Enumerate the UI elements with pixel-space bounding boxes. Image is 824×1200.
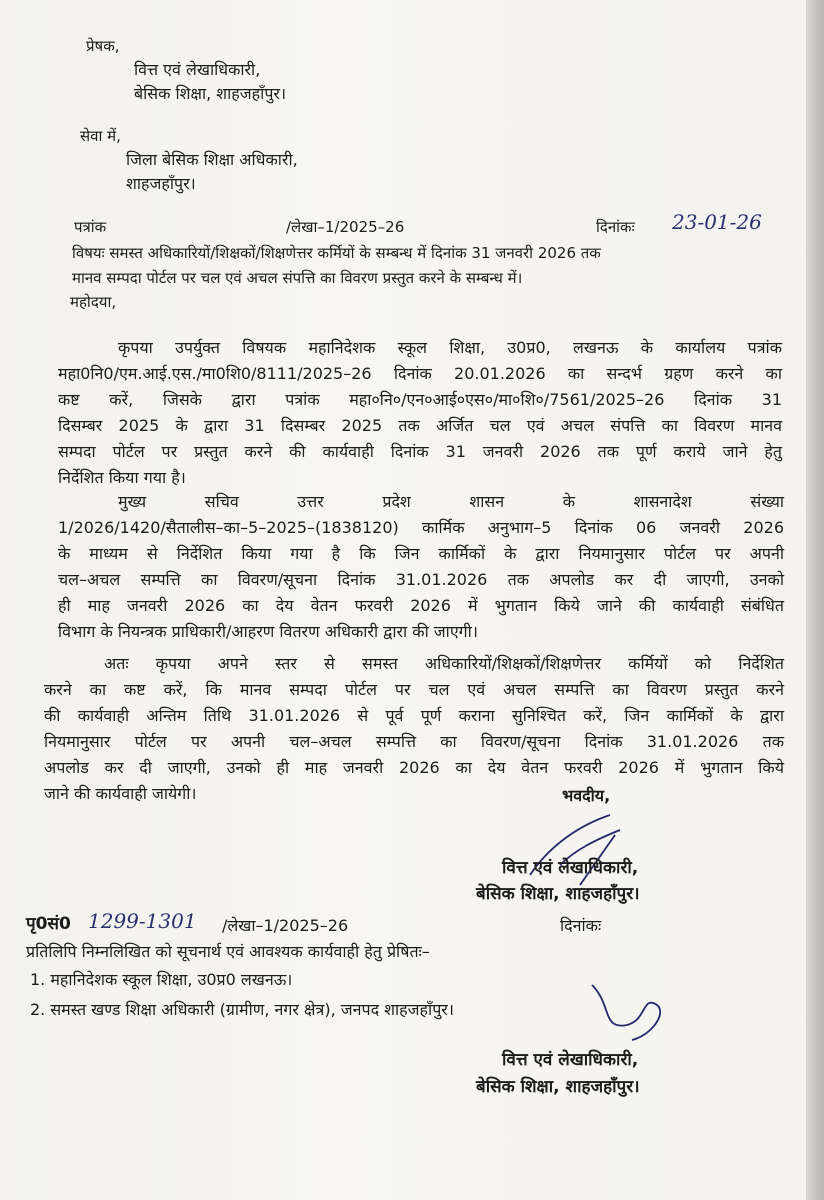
endorsement-date-label: दिनांकः [560, 916, 602, 935]
para1-line5: सम्पदा पोर्टल पर प्रस्तुत करने की कार्यवाही दिनांक 31 जनवरी 2026 तक पूर्ण कराये जाने हेतु [58, 442, 782, 461]
para2-line4: चल–अचल सम्पत्ति का विवरण/सूचना दिनांक 31.01.2026 तक अपलोड कर दी जाएगी, उनको [58, 570, 784, 589]
para2-line6: विभाग के नियन्त्रक प्राधिकारी/आहरण वितरण अधिकारी द्वारा की जाएगी। [58, 622, 478, 641]
para2-line2: 1/2026/1420/सैतालीस–का–5–2025–(1838120) कार्मिक अनुभाग–5 दिनांक 06 जनवरी 2026 [58, 518, 784, 537]
endorsement-label: पृ0सं0 [26, 914, 71, 934]
sender-line2: बेसिक शिक्षा, शाहजहाँपुर। [134, 84, 287, 103]
sender-line1: वित्त एवं लेखाधिकारी, [134, 60, 261, 79]
patrank-label: पत्रांक [74, 218, 107, 236]
para1-line2: महा0नि0/एम.आई.एस./मा0शि0/8111/2025–26 दिनांक 20.01.2026 का सन्दर्भ ग्रहण करने का [58, 364, 782, 383]
copy-intro: प्रतिलिपि निम्नलिखित को सूचनार्थ एवं आवश्यक कार्यवाही हेतु प्रेषितः– [26, 942, 430, 961]
para1-line4: दिसम्बर 2025 के द्वारा 31 दिसम्बर 2025 तक अर्जित चल एवं अचल संपत्ति का विवरण मानव [58, 416, 782, 435]
date-label: दिनांकः [596, 218, 635, 236]
recipient-label: सेवा में, [80, 127, 121, 145]
recipient-line2: शाहजहाँपुर। [126, 174, 196, 193]
endorsement-number: 1299-1301 [88, 909, 197, 933]
para3-line5: अपलोड कर दी जाएगी, उनको ही माह जनवरी 2026 का देय वेतन फरवरी 2026 में भुगतान किये [44, 758, 784, 777]
signature-scribble-2 [572, 975, 682, 1055]
closing: भवदीय, [562, 786, 611, 805]
signature1-line2: बेसिक शिक्षा, शाहजहाँपुर। [476, 884, 640, 904]
subject-line1: विषयः समस्त अधिकारियों/शिक्षकों/शिक्षणेत्तर कर्मियों के सम्बन्ध में दिनांक 31 जनवरी 2026 तक [72, 244, 601, 262]
sender-label: प्रेषक, [86, 37, 120, 55]
para2-line1: मुख्य सचिव उत्तर प्रदेश शासन के शासनादेश संख्या [118, 492, 784, 511]
subject-line2: मानव सम्पदा पोर्टल पर चल एवं अचल संपत्ति का विवरण प्रस्तुत करने के सम्बन्ध में। [72, 269, 523, 287]
para3-line3: की कार्यवाही अन्तिम तिथि 31.01.2026 से पूर्व पूर्ण कराना सुनिश्चित करें, जिन कार्मिकों के द्वारा [44, 706, 784, 725]
signature-scribble-1 [520, 805, 660, 895]
para3-line2: करने का कष्ट करें, कि मानव सम्पदा पोर्टल पर चल एवं अचल सम्पत्ति का विवरण प्रस्तुत करने [44, 680, 784, 699]
copy-item-2: 2. समस्त खण्ड शिक्षा अधिकारी (ग्रामीण, नगर क्षेत्र), जनपद शाहजहाँपुर। [30, 1000, 454, 1019]
copy-item-1: 1. महानिदेशक स्कूल शिक्षा, उ0प्र0 लखनऊ। [30, 970, 293, 989]
signature2-line1: वित्त एवं लेखाधिकारी, [502, 1050, 639, 1070]
recipient-line1: जिला बेसिक शिक्षा अधिकारी, [126, 150, 298, 169]
patrank-value: /लेखा–1/2025–26 [286, 218, 405, 236]
para2-line5: ही माह जनवरी 2026 का देय वेतन फरवरी 2026 में भुगतान किये जाने की कार्यवाही संबंधित [58, 596, 784, 615]
page-edge-shadow [806, 0, 824, 1200]
para3-line1: अतः कृपया अपने स्तर से समस्त अधिकारियों/शिक्षकों/शिक्षणेत्तर कर्मियों को निर्देशित [104, 654, 784, 673]
para1-line3: कष्ट करें, जिसके द्वारा पत्रांक महा०नि०/एन०आई०एस०/मा०शि०/7561/2025–26 दिनांक 31 [58, 390, 782, 409]
para3-line6: जाने की कार्यवाही जायेगी। [44, 784, 197, 803]
salutation: महोदया, [70, 293, 117, 311]
signature2-line2: बेसिक शिक्षा, शाहजहाँपुर। [476, 1077, 640, 1097]
para1-line6: निर्देशित किया गया है। [58, 468, 186, 487]
para3-line4: नियमानुसार पोर्टल पर अपनी चल–अचल सम्पत्ति का विवरण/सूचना दिनांक 31.01.2026 तक [44, 732, 784, 751]
para2-line3: के माध्यम से निर्देशित किया गया है कि जिन कार्मिकों के द्वारा नियमानुसार पोर्टल पर अपनी [58, 544, 784, 563]
para1-line1: कृपया उपर्युक्त विषयक महानिदेशक स्कूल शिक्षा, उ0प्र0, लखनऊ के कार्यालय पत्रांक [118, 338, 782, 357]
date-handwritten: 23-01-26 [672, 210, 762, 234]
signature1-line1: वित्त एवं लेखाधिकारी, [502, 858, 639, 878]
endorsement-ref: /लेखा–1/2025–26 [222, 916, 349, 935]
